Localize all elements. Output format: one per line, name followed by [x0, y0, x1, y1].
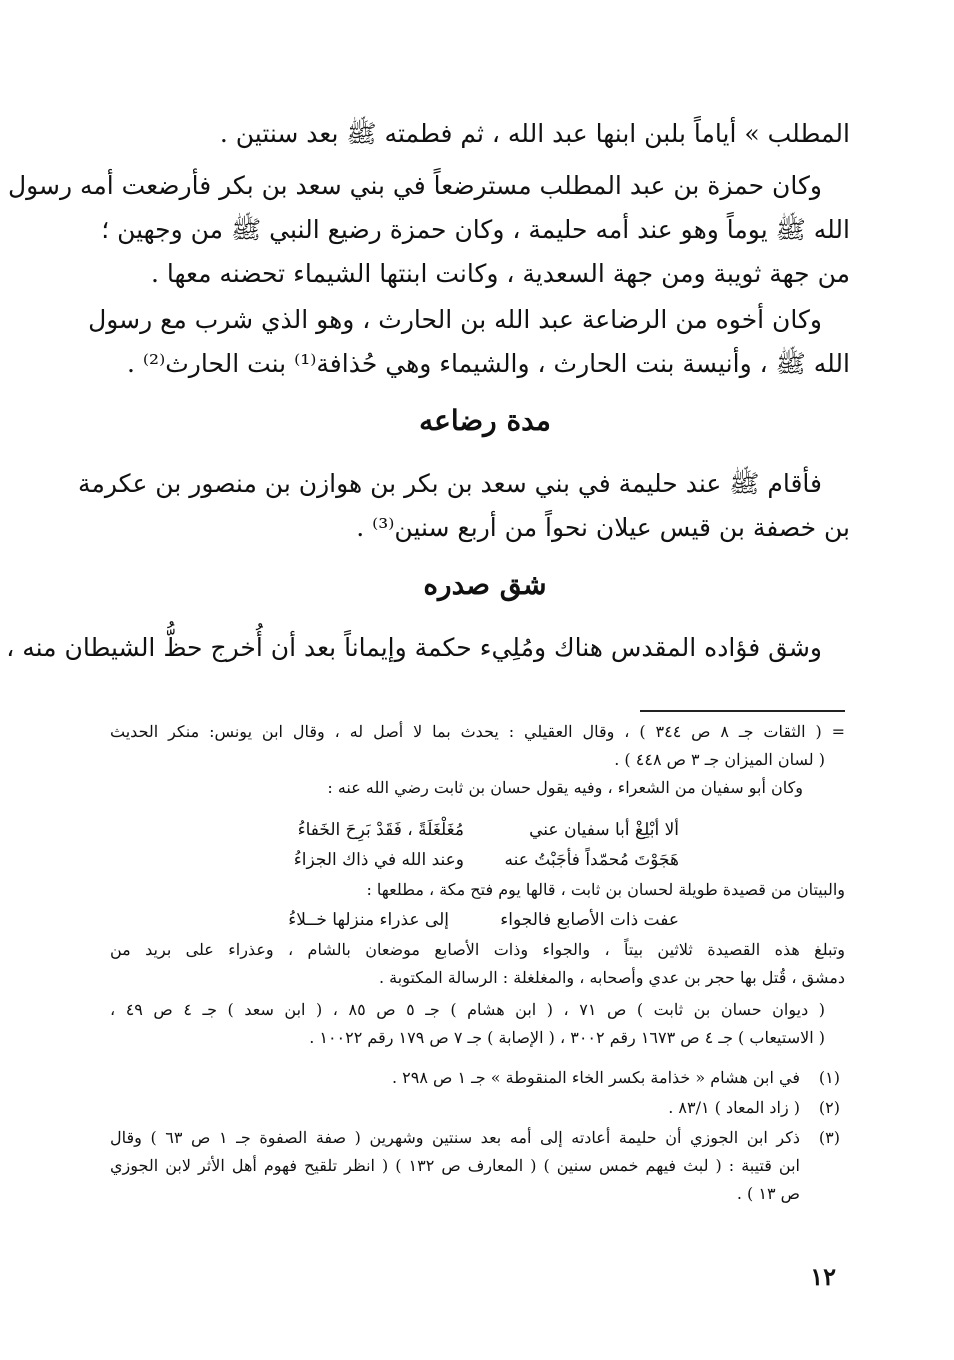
- text-line: بن خصفة بن قيس عيلان نحواً من أربع سنين⁽³⁾ .: [356, 513, 850, 542]
- footnote-separator: [640, 710, 845, 712]
- footnote-poem-note: [110, 876, 845, 904]
- footnote-line: والبيتان من قصيدة طويلة لحسان بن ثابت ، قالها يوم فتح مكة ، مطلعها :: [366, 880, 845, 899]
- verse-hemistich: ألا أبْلِغْ أبا سفيان عني: [529, 820, 679, 840]
- footnote-line: في ابن هشام « خذامة بكسر الخاء المنقوطة » جـ ١ ص ٢٩٨ .: [391, 1068, 800, 1087]
- verse-hemistich: عفت ذات الأصابع فالجواء: [500, 910, 679, 930]
- footnote-line: ( ديوان حسان بن ثابت ) ص ٧١ ، ( ابن هشام ) جـ ٥ ص ٨٥ ، ( ابن سعد ) جـ ٤ ص ٤٩ ،: [110, 1000, 825, 1019]
- paragraph-2: [7, 164, 850, 296]
- verse-hemistich: مُغَلْغَلَةً ، فَقَدْ بَرِحَ الخَفاءُ: [297, 820, 464, 840]
- paragraph-1: [120, 112, 850, 156]
- text-line: وكان حمزة بن عبد المطلب مسترضعاً في بني سعد بن بكر فأرضعت أمه رسول: [7, 171, 822, 200]
- footnote-line: ( زاد المعاد ) ٨٣/١ .: [668, 1098, 800, 1117]
- text-line: وشق فؤاده المقدس هناك ومُلِيء حكمة وإيماناً بعد أن أُخرج حظُّ الشيطان منه ،: [6, 633, 822, 662]
- verse-hemistich: وعند الله في ذاك الجزاءُ: [293, 850, 464, 870]
- footnote-number: (٣): [818, 1128, 840, 1147]
- footnote-line: ص ١٣ ) .: [736, 1184, 800, 1203]
- section-heading-nursing-period: مدة رضاعه: [419, 404, 551, 437]
- footnote-2: [110, 1094, 800, 1122]
- footnote-line: ( لسان الميزان جـ ٣ ص ٤٤٨ ) .: [614, 750, 825, 769]
- footnote-line: دمشق ، قُتل بها حجر بن عدي وأصحابه ، والمغلغلة : الرسالة المكتوبة .: [379, 968, 845, 987]
- footnote-continuation: [110, 718, 845, 802]
- text-line: الله ﷺ يوماً وهو عند أمه حليمة ، وكان حمزة رضيع النبي ﷺ من وجهين ؛: [101, 215, 850, 244]
- footnote-line: ابن قتيبة : ( لبث فيهم خمس سنين ) ( المعارف ص ١٣٢ ) ( انظر تلقيح فهوم أهل الأثر لابن الجوزي: [110, 1156, 800, 1175]
- footnote-3: [110, 1124, 800, 1208]
- text-line: الله ﷺ ، وأنيسة بنت الحارث ، والشيماء وهي حُذافة⁽¹⁾ بنت الحارث⁽²⁾ .: [127, 349, 850, 378]
- section-heading-chest-opening: شق صدره: [423, 568, 547, 601]
- footnote-number: (١): [818, 1068, 840, 1087]
- footnote-line: وكان أبو سفيان من الشعراء ، وفيه يقول حسان بن ثابت رضي الله عنه :: [327, 778, 803, 797]
- text-line: من جهة ثويبة ومن جهة السعدية ، وكانت ابنتها الشيماء تحضنه معها .: [150, 259, 850, 288]
- footnote-number: (٢): [818, 1098, 840, 1117]
- verse-hemistich: إلى عذراء منزلها خــلاءُ: [288, 910, 449, 930]
- paragraph-5: [6, 626, 850, 670]
- footnote-1: [110, 1064, 800, 1092]
- footnote-line: وتبلغ هذه القصيدة ثلاثين بيتاً ، والجواء وذات الأصابع موضعان بالشام ، وعذراء على بريد من: [110, 940, 845, 959]
- text-line: فأقام ﷺ عند حليمة في بني سعد بن بكر بن هوازن بن منصور بن عكرمة: [78, 469, 822, 498]
- page-number: ١٢: [810, 1262, 836, 1291]
- footnote-line: ( الاستيعاب ) جـ ٤ ص ١٦٧٣ رقم ٣٠٠٢ ، ( الإصابة ) جـ ٧ ص ١٧٩ رقم ١٠٠٢٢ .: [309, 1028, 825, 1047]
- footnote-sources: [110, 996, 845, 1052]
- text-line: المطلب » أياماً بلبن ابنها عبد الله ، ثم فطمته ﷺ بعد سنتين .: [219, 119, 850, 148]
- paragraph-4: [78, 462, 850, 550]
- text-line: وكان أخوه من الرضاعة عبد الله بن الحارث ، وهو الذي شرب مع رسول: [88, 305, 822, 334]
- footnote-line: = ( الثقات جـ ٨ ص ٣٤٤ ) ، وقال العقيلي : يحدث بما لا أصل له ، وقال ابن يونس: منكر الحديث: [110, 722, 846, 741]
- verse-hemistich: هَجَوْتَ مُحمّداً فأجَبْتُ عنه: [504, 850, 679, 870]
- paragraph-3: [88, 298, 850, 386]
- footnote-poem-description: [110, 936, 845, 992]
- footnote-line: ذكر ابن الجوزي أن حليمة أعادته إلى أمه بعد سنتين وشهرين ( صفة الصفوة جـ ١ ص ٦٣ ) وقال: [110, 1128, 801, 1147]
